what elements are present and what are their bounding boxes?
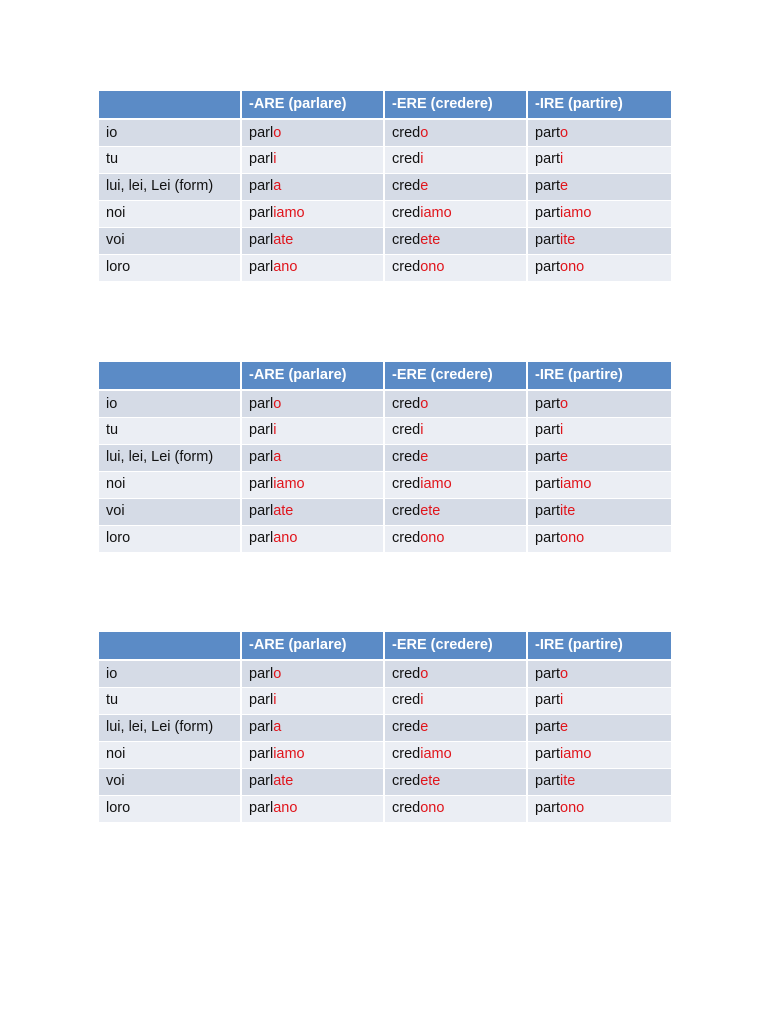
verb-ending: o [560,665,569,682]
verb-form-cell-ire [527,444,671,471]
verb-ending: i [273,151,277,168]
verb-form-cell-ire [527,173,671,200]
verb-stem: parl [249,449,274,466]
verb-stem: part [535,692,560,709]
verb-form-cell-are [241,795,384,822]
header-row [99,91,671,119]
verb-form-cell-ere [384,390,527,417]
verb-stem: cred [392,205,421,222]
table-row [99,714,671,741]
verb-ending: iamo [420,746,452,763]
verb-form-cell-ere [384,687,527,714]
verb-ending: i [560,422,564,439]
table-row [99,146,671,173]
verb-form-cell-are [241,498,384,525]
conjugation-table-2 [99,362,671,553]
verb-ending: ate [273,232,294,249]
verb-ending: i [273,692,277,709]
verb-ending: i [560,151,564,168]
verb-form-cell-are [241,768,384,795]
verb-form-cell-are [241,173,384,200]
verb-form-cell-ire [527,417,671,444]
verb-ending: e [560,449,569,466]
verb-stem: cred [392,232,421,249]
verb-stem: parl [249,259,274,276]
verb-stem: part [535,151,560,168]
verb-ending: e [420,449,429,466]
table-row [99,660,671,687]
verb-ending: i [420,151,424,168]
verb-stem: cred [392,124,421,141]
verb-form-cell-ere [384,146,527,173]
verb-form-cell-are [241,227,384,254]
pronoun-cell: io [99,119,241,146]
conjugation-table-3 [99,632,671,823]
verb-form-cell-are [241,525,384,552]
verb-ending: i [560,692,564,709]
verb-ending: ite [560,503,576,520]
verb-form-cell-ere [384,525,527,552]
header-blank-cell [99,632,241,660]
verb-ending: ono [420,800,445,817]
table-row [99,741,671,768]
verb-form-cell-are [241,200,384,227]
header-row [99,362,671,390]
table-row [99,417,671,444]
table-row [99,525,671,552]
verb-form-cell-are [241,714,384,741]
header-ere-credere: -ERE (credere) [384,362,527,390]
verb-stem: cred [392,665,421,682]
pronoun-cell: voi [99,498,241,525]
table-body [99,119,671,281]
verb-form-cell-ere [384,768,527,795]
verb-form-cell-ire [527,200,671,227]
header-row [99,632,671,660]
header-ire-partire: -IRE (partire) [527,91,671,119]
verb-form-cell-ire [527,795,671,822]
verb-ending: ono [560,530,585,547]
verb-stem: cred [392,422,421,439]
header-blank-cell [99,362,241,390]
verb-ending: e [560,719,569,736]
verb-stem: parl [249,503,274,520]
verb-ending: a [273,178,282,195]
pronoun-cell: lui, lei, Lei (form) [99,444,241,471]
verb-stem: cred [392,719,421,736]
pronoun-cell: noi [99,471,241,498]
verb-form-cell-ere [384,417,527,444]
pronoun-cell: io [99,660,241,687]
verb-form-cell-are [241,146,384,173]
table-row [99,498,671,525]
verb-form-cell-are [241,390,384,417]
header-ere-credere: -ERE (credere) [384,632,527,660]
verb-form-cell-are [241,687,384,714]
table-row [99,795,671,822]
verb-ending: iamo [420,205,452,222]
verb-form-cell-ire [527,525,671,552]
verb-form-cell-ire [527,660,671,687]
verb-stem: part [535,746,560,763]
verb-form-cell-ere [384,444,527,471]
verb-stem: parl [249,178,274,195]
verb-stem: cred [392,151,421,168]
verb-stem: cred [392,746,421,763]
verb-stem: part [535,422,560,439]
header-ire-partire: -IRE (partire) [527,632,671,660]
verb-ending: o [420,124,429,141]
verb-form-cell-are [241,119,384,146]
verb-form-cell-ere [384,471,527,498]
verb-stem: parl [249,151,274,168]
verb-form-cell-are [241,417,384,444]
pronoun-cell: noi [99,200,241,227]
verb-stem: parl [249,205,274,222]
header-blank-cell [99,91,241,119]
verb-stem: parl [249,476,274,493]
verb-stem: parl [249,746,274,763]
verb-form-cell-ire [527,227,671,254]
pronoun-cell: voi [99,227,241,254]
pronoun-cell: loro [99,795,241,822]
verb-stem: parl [249,800,274,817]
verb-ending: ono [560,259,585,276]
verb-form-cell-are [241,741,384,768]
table-row [99,768,671,795]
verb-ending: ite [560,773,576,790]
verb-stem: part [535,205,560,222]
verb-stem: parl [249,665,274,682]
verb-ending: o [273,665,282,682]
verb-stem: cred [392,395,421,412]
verb-stem: part [535,773,560,790]
verb-stem: part [535,124,560,141]
verb-stem: cred [392,503,421,520]
verb-form-cell-ire [527,498,671,525]
pronoun-cell: tu [99,146,241,173]
pronoun-cell: noi [99,741,241,768]
verb-ending: ete [420,773,441,790]
verb-ending: ate [273,503,294,520]
verb-form-cell-are [241,660,384,687]
verb-form-cell-ere [384,714,527,741]
verb-stem: parl [249,719,274,736]
verb-ending: i [420,692,424,709]
verb-stem: cred [392,530,421,547]
verb-ending: iamo [273,205,305,222]
table-row [99,444,671,471]
verb-stem: parl [249,232,274,249]
table-body [99,390,671,552]
verb-form-cell-ere [384,795,527,822]
table-row [99,687,671,714]
verb-form-cell-are [241,444,384,471]
verb-ending: e [560,178,569,195]
verb-stem: part [535,800,560,817]
verb-stem: part [535,503,560,520]
verb-ending: ono [420,530,445,547]
verb-stem: part [535,665,560,682]
verb-ending: ete [420,503,441,520]
verb-stem: cred [392,178,421,195]
verb-ending: e [420,178,429,195]
verb-stem: part [535,178,560,195]
verb-stem: part [535,395,560,412]
header-are-parlare: -ARE (parlare) [241,632,384,660]
verb-form-cell-ire [527,471,671,498]
table-row [99,200,671,227]
verb-ending: iamo [273,746,305,763]
verb-form-cell-are [241,471,384,498]
verb-ending: ono [560,800,585,817]
table-row [99,227,671,254]
verb-stem: parl [249,395,274,412]
verb-ending: a [273,719,282,736]
verb-stem: cred [392,476,421,493]
verb-ending: e [420,719,429,736]
verb-ending: iamo [560,205,592,222]
pronoun-cell: tu [99,687,241,714]
verb-ending: iamo [560,746,592,763]
table-row [99,390,671,417]
verb-form-cell-ire [527,390,671,417]
verb-stem: parl [249,124,274,141]
verb-stem: cred [392,692,421,709]
header-are-parlare: -ARE (parlare) [241,362,384,390]
verb-stem: parl [249,530,274,547]
pronoun-cell: lui, lei, Lei (form) [99,173,241,200]
header-ere-credere: -ERE (credere) [384,91,527,119]
verb-ending: ete [420,232,441,249]
verb-form-cell-ire [527,254,671,281]
verb-ending: ite [560,232,576,249]
pronoun-cell: loro [99,525,241,552]
pronoun-cell: io [99,390,241,417]
verb-stem: cred [392,773,421,790]
verb-stem: part [535,232,560,249]
table-row [99,254,671,281]
verb-stem: parl [249,422,274,439]
verb-form-cell-are [241,254,384,281]
verb-ending: ano [273,800,298,817]
verb-ending: o [560,395,569,412]
verb-stem: parl [249,773,274,790]
verb-ending: o [273,124,282,141]
table-row [99,119,671,146]
pronoun-cell: lui, lei, Lei (form) [99,714,241,741]
verb-stem: cred [392,800,421,817]
verb-ending: o [420,665,429,682]
verb-form-cell-ere [384,741,527,768]
verb-ending: i [420,422,424,439]
verb-ending: ono [420,259,445,276]
verb-ending: o [273,395,282,412]
pronoun-cell: tu [99,417,241,444]
verb-ending: o [420,395,429,412]
header-ire-partire: -IRE (partire) [527,362,671,390]
table-row [99,173,671,200]
verb-form-cell-ere [384,498,527,525]
verb-ending: ate [273,773,294,790]
verb-form-cell-ire [527,714,671,741]
verb-stem: part [535,530,560,547]
pronoun-cell: loro [99,254,241,281]
verb-form-cell-ere [384,173,527,200]
table-header [99,632,671,660]
table-row [99,471,671,498]
table-header [99,362,671,390]
verb-form-cell-ire [527,146,671,173]
verb-ending: o [560,124,569,141]
verb-form-cell-ere [384,119,527,146]
verb-ending: a [273,449,282,466]
verb-ending: ano [273,530,298,547]
verb-stem: part [535,259,560,276]
verb-ending: ano [273,259,298,276]
verb-ending: iamo [273,476,305,493]
verb-ending: i [273,422,277,439]
verb-form-cell-ire [527,119,671,146]
verb-stem: part [535,449,560,466]
verb-stem: parl [249,692,274,709]
verb-stem: cred [392,259,421,276]
table-header [99,91,671,119]
verb-stem: part [535,719,560,736]
verb-form-cell-ere [384,254,527,281]
verb-stem: cred [392,449,421,466]
table-body [99,660,671,822]
pronoun-cell: voi [99,768,241,795]
conjugation-table-1 [99,91,671,282]
verb-ending: iamo [420,476,452,493]
verb-form-cell-ere [384,200,527,227]
verb-form-cell-ere [384,227,527,254]
verb-ending: iamo [560,476,592,493]
verb-stem: part [535,476,560,493]
verb-form-cell-ire [527,768,671,795]
verb-form-cell-ire [527,687,671,714]
verb-form-cell-ere [384,660,527,687]
verb-form-cell-ire [527,741,671,768]
header-are-parlare: -ARE (parlare) [241,91,384,119]
